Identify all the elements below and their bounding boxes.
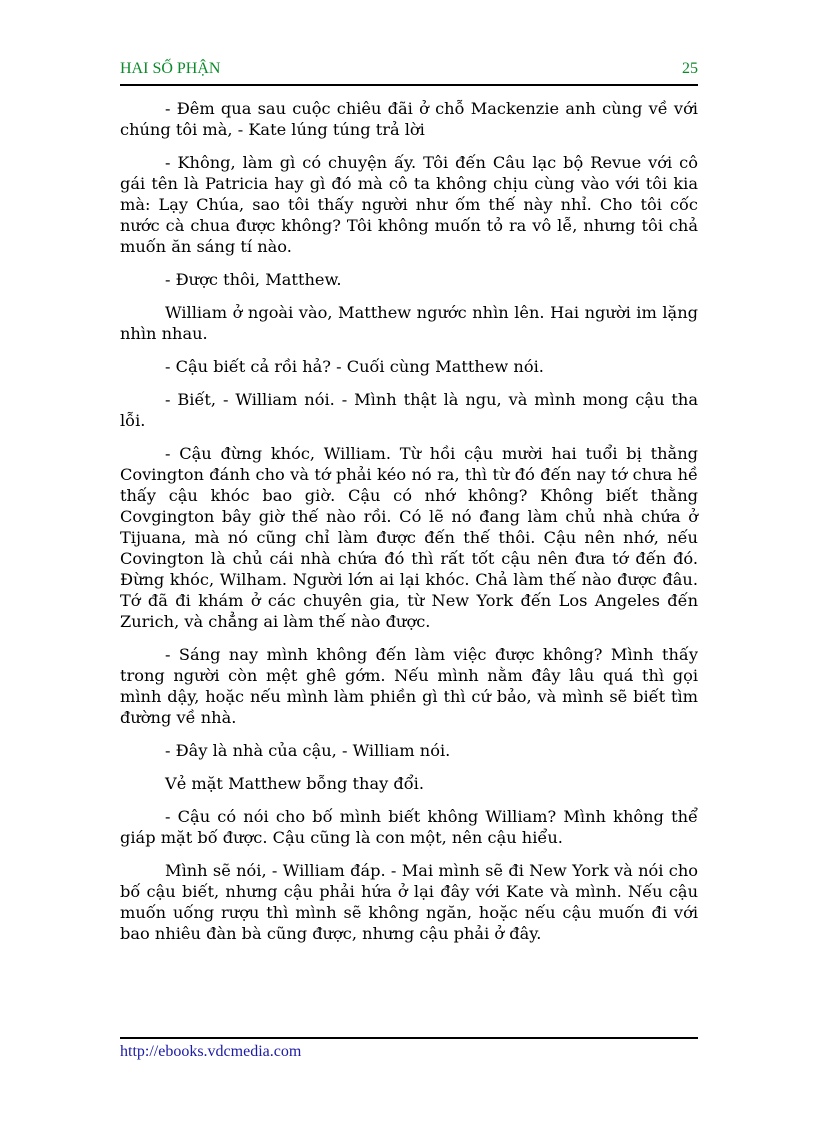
- paragraph: Vẻ mặt Matthew bỗng thay đổi.: [165, 774, 424, 793]
- footer-rule: [120, 1037, 698, 1039]
- running-header: [120, 60, 698, 78]
- paragraph: - Không, làm gì có chuyện ấy. Tôi đến Câu lạc bộ Revue với cô gái tên là Patricia hay gì đó mà cô ta không chịu cùng vào với tôi kia mà: Lạy Chúa, sao tôi thấy người như ốm thế này nhỉ. Cho tôi cốc nước cà chua được không? Tôi không muốn tỏ ra vô lễ, nhưng tôi chả muốn ăn sáng tí nào.: [120, 153, 698, 256]
- paragraph: - Cậu biết cả rồi hả? - Cuối cùng Matthew nói.: [165, 357, 544, 376]
- book-title: HAI SỐ PHẬN: [120, 60, 221, 77]
- header-rule: [120, 84, 698, 86]
- footer-link[interactable]: http://ebooks.vdcmedia.com: [120, 1043, 302, 1060]
- paragraph: - Được thôi, Matthew.: [165, 270, 342, 289]
- paragraph: - Đây là nhà của cậu, - William nói.: [165, 741, 451, 760]
- page-number: 25: [682, 60, 698, 77]
- paragraph: - Biết, - William nói. - Mình thật là ngu, và mình mong cậu tha lỗi.: [120, 390, 698, 430]
- body-text: [120, 98, 698, 956]
- paragraph: Mình sẽ nói, - William đáp. - Mai mình sẽ đi New York và nói cho bố cậu biết, nhưng cậu phải hứa ở lại đây với Kate và mình. Nếu cậu muốn uống rượu thì mình sẽ không ngăn, hoặc nếu cậu muốn đi với bao nhiêu đàn bà cũng được, nhưng cậu phải ở đây.: [120, 861, 698, 943]
- paragraph: - Cậu đừng khóc, William. Từ hồi cậu mười hai tuổi bị thằng Covington đánh cho và tớ phải kéo nó ra, thì từ đó đến nay tớ chưa hề thấy cậu khóc bao giờ. Cậu có nhớ không? Không biết thằng Covgington bây giờ thế nào rồi. Có lẽ nó đang làm chủ nhà chứa ở Tijuana, mà nó cũng chỉ làm được đến thế thôi. Cậu nên nhớ, nếu Covington là chủ cái nhà chứa đó thì rất tốt cậu nên đưa tớ đến đó. Đừng khóc, Wilham. Người lớn ai lại khóc. Chả làm thế nào được đâu. Tớ đã đi khám ở các chuyên gia, từ New York đến Los Angeles đến Zurich, và chẳng ai làm thế nào được.: [120, 444, 698, 631]
- paragraph: - Sáng nay mình không đến làm việc được không? Mình thấy trong người còn mệt ghê gớm. Nếu mình nằm đây lâu quá thì gọi mình dậy, hoặc nếu mình làm phiền gì thì cứ bảo, và mình sẽ biết tìm đường về nhà.: [120, 645, 698, 727]
- paragraph: - Cậu có nói cho bố mình biết không William? Mình không thể giáp mặt bố được. Cậu cũng là con một, nên cậu hiểu.: [120, 807, 698, 847]
- paragraph: - Đêm qua sau cuộc chiêu đãi ở chỗ Mackenzie anh cùng về với chúng tôi mà, - Kate lúng túng trả lời: [120, 99, 698, 139]
- paragraph: William ở ngoài vào, Matthew ngước nhìn lên. Hai người im lặng nhìn nhau.: [120, 303, 698, 343]
